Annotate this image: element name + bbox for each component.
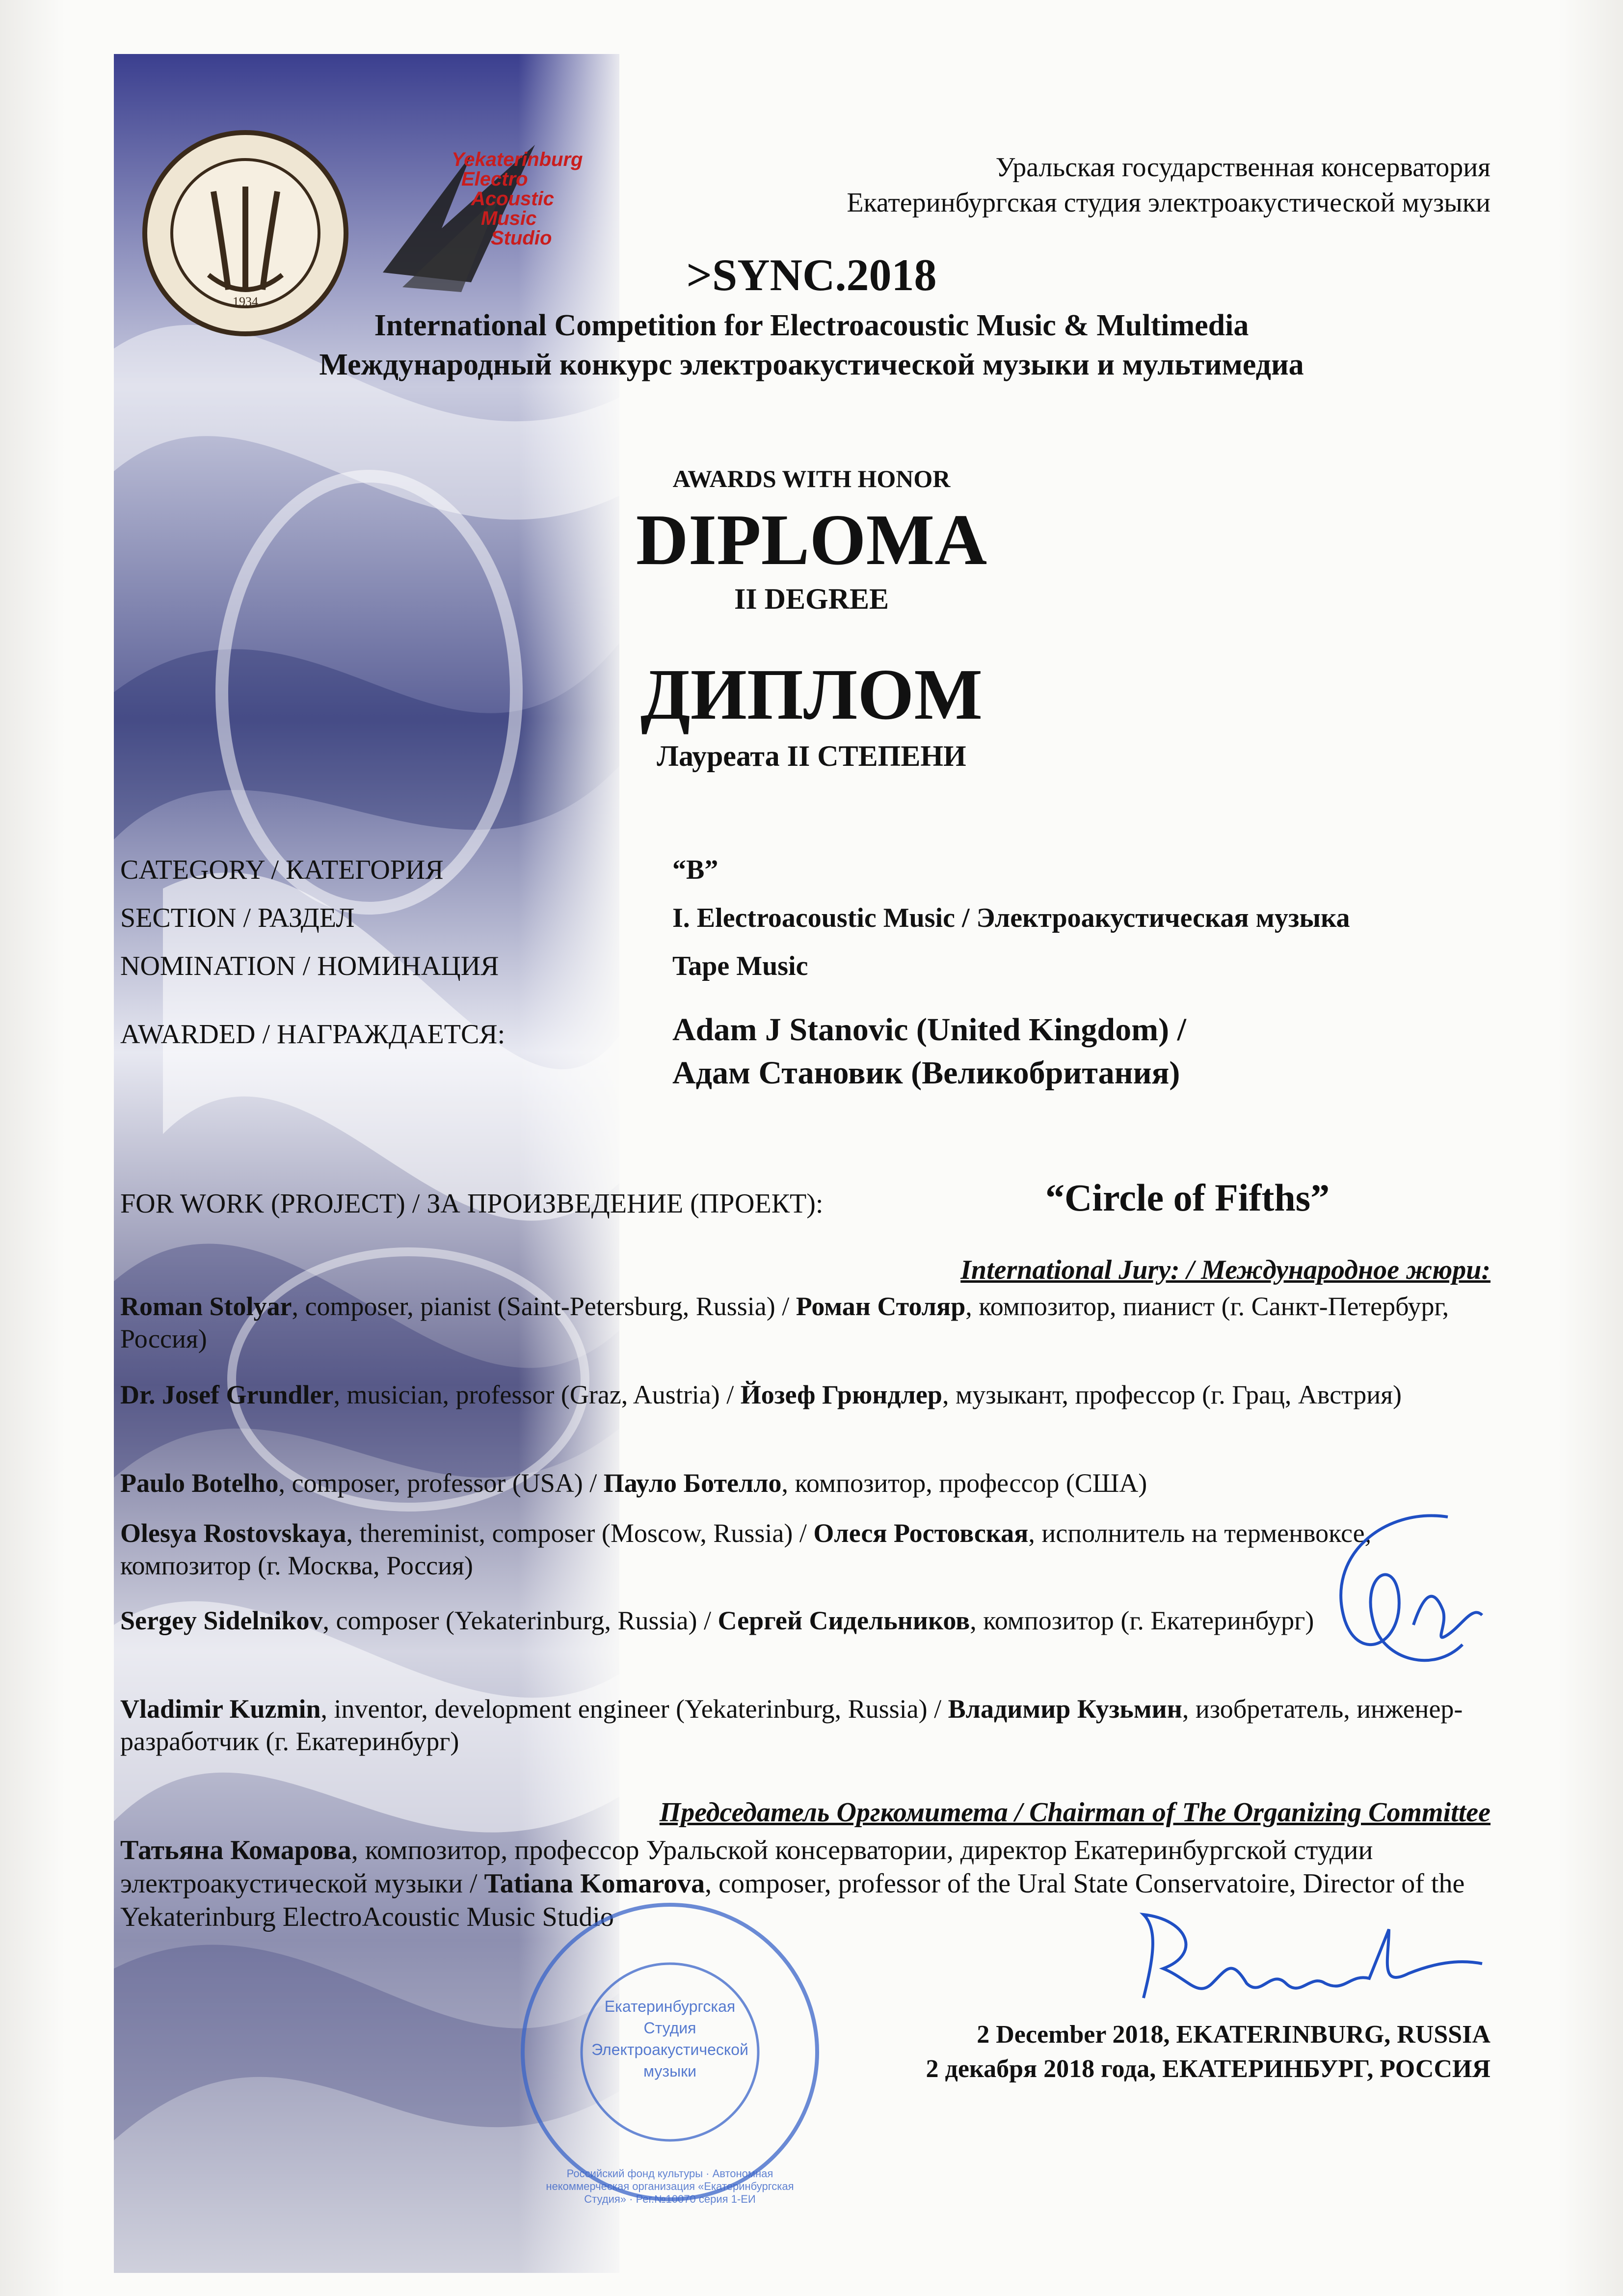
field-category-label: CATEGORY / КАТЕГОРИЯ bbox=[120, 855, 444, 885]
studio-logo-line-1: Yekaterinburg bbox=[452, 149, 583, 170]
date-ru: 2 декабря 2018 года, ЕКАТЕРИНБУРГ, РОССИЯ bbox=[926, 2055, 1490, 2083]
studio-logo-line-4: Music bbox=[481, 208, 537, 229]
diploma-degree-en: II DEGREE bbox=[734, 583, 889, 615]
jury-name-ru: Йозеф Грюндлер bbox=[740, 1380, 942, 1409]
institution-line-2: Екатеринбургская студия электроакустической музыки bbox=[847, 188, 1490, 218]
jury-desc-ru: , изобретатель, инженер-разработчик (г. Екатеринбург) bbox=[120, 1694, 1463, 1756]
chairman-name-en: Tatiana Komarova bbox=[484, 1868, 705, 1899]
work-label: FOR WORK (PROJECT) / ЗА ПРОИЗВЕДЕНИЕ (ПРОЕКТ): bbox=[120, 1189, 824, 1219]
jury-member bbox=[120, 1604, 1332, 1637]
jury-desc-en: , composer, pianist (Saint-Petersburg, Russia) / bbox=[292, 1292, 796, 1321]
jury-name-ru: Роман Столяр bbox=[796, 1292, 966, 1321]
studio-logo-line-3: Acoustic bbox=[471, 188, 554, 210]
jury-desc-en: , thereminist, composer (Moscow, Russia) / bbox=[346, 1518, 814, 1548]
jury-member bbox=[120, 1467, 1494, 1499]
awarded-name-ru: Адам Становик (Великобритания) bbox=[672, 1055, 1180, 1091]
institution-header bbox=[847, 150, 1490, 220]
chairman-name-ru: Татьяна Комарова bbox=[120, 1835, 351, 1865]
jury-name-ru: Владимир Кузьмин bbox=[948, 1694, 1182, 1724]
chairman-desc-en: , composer, professor of the Ural State Conservatoire, Director of the Yekaterinburg ElectroAcoustic Music Studio bbox=[120, 1868, 1465, 1932]
jury-member bbox=[120, 1378, 1494, 1411]
awarded-name-en: Adam J Stanovic (United Kingdom) / bbox=[672, 1012, 1186, 1048]
field-section-value: I. Electroacoustic Music / Электроакустическая музыка bbox=[672, 903, 1350, 933]
jury-name-en: Sergey Sidelnikov bbox=[120, 1606, 323, 1635]
competition-title-ru: Международный конкурс электроакустической музыки и мультимедиа bbox=[319, 348, 1304, 381]
stamp-ring-text: Российский фонд культуры · Автономная некоммерческая организация «Екатеринбургская Студия» · Рег.№10070 серия 1-ЕИ bbox=[546, 2167, 794, 2205]
jury-desc-ru: , исполнитель на терменвоксе, композитор (г. Москва, Россия) bbox=[120, 1518, 1372, 1580]
official-stamp bbox=[513, 1895, 827, 2209]
studio-logo-line-2: Electro bbox=[461, 168, 528, 190]
jury-desc-en: , composer (Yekaterinburg, Russia) / bbox=[322, 1606, 718, 1635]
jury-desc-en: , musician, professor (Graz, Austria) / bbox=[333, 1380, 741, 1409]
studio-logo-line-5: Studio bbox=[491, 227, 552, 249]
jury-member bbox=[120, 1290, 1494, 1355]
jury-name-ru: Пауло Ботелло bbox=[603, 1468, 782, 1498]
date-en: 2 December 2018, EKATERINBURG, RUSSIA bbox=[977, 2021, 1490, 2049]
field-nomination-label: NOMINATION / НОМИНАЦИЯ bbox=[120, 951, 499, 981]
jury-desc-ru: , музыкант, профессор (г. Грац, Австрия) bbox=[942, 1380, 1402, 1409]
stamp-center-line-2: Студия bbox=[643, 2019, 696, 2037]
jury-name-en: Dr. Josef Grundler bbox=[120, 1380, 334, 1409]
work-title: “Circle of Fifths” bbox=[1045, 1176, 1330, 1219]
jury-heading: International Jury: / Международное жюри: bbox=[960, 1255, 1490, 1285]
jury-desc-ru: , композитор (г. Екатеринбург) bbox=[970, 1606, 1314, 1635]
jury-name-en: Roman Stolyar bbox=[120, 1292, 292, 1321]
jury-desc-en: , composer, professor (USA) / bbox=[278, 1468, 604, 1498]
jury-signature bbox=[1286, 1497, 1492, 1706]
jury-name-en: Paulo Botelho bbox=[120, 1468, 279, 1498]
stamp-center-line-3: Электроакустической bbox=[591, 2041, 748, 2058]
field-nomination-value: Tape Music bbox=[672, 951, 808, 981]
competition-title-en: International Competition for Electroacoustic Music & Multimedia bbox=[374, 309, 1249, 342]
jury-name-en: Olesya Rostovskaya bbox=[120, 1518, 346, 1548]
jury-name-ru: Сергей Сидельников bbox=[718, 1606, 970, 1635]
seal-year: 1934 bbox=[233, 295, 258, 309]
field-category-value: “B” bbox=[672, 855, 718, 885]
jury-name-ru: Олеся Ростовская bbox=[813, 1518, 1029, 1548]
stamp-center-line-1: Екатеринбургская bbox=[604, 1998, 736, 2015]
diploma-title-en: DIPLOMA bbox=[636, 500, 987, 580]
chairman-desc-ru: , композитор, профессор Уральской консерватории, директор Екатеринбургской студии электроакустической музыки / bbox=[120, 1835, 1373, 1899]
jury-desc-ru: , композитор, пианист (г. Санкт-Петербург, Россия) bbox=[120, 1292, 1449, 1353]
institution-line-1: Уральская государственная консерватория bbox=[995, 152, 1490, 183]
competition-name: >SYNC.2018 bbox=[686, 250, 937, 300]
field-section-label: SECTION / РАЗДЕЛ bbox=[120, 903, 355, 933]
chairman-heading: Председатель Оргкомитета / Chairman of The Organizing Committee bbox=[659, 1797, 1490, 1828]
stamp-center-line-4: музыки bbox=[643, 2062, 696, 2080]
awarded-label: AWARDED / НАГРАЖДАЕТСЯ: bbox=[120, 1019, 506, 1050]
jury-name-en: Vladimir Kuzmin bbox=[120, 1694, 321, 1724]
jury-desc-ru: , композитор, профессор (США) bbox=[781, 1468, 1147, 1498]
chairman-signature bbox=[1114, 1900, 1487, 2020]
diploma-title-ru: ДИПЛОМ bbox=[640, 654, 983, 735]
diploma-degree-ru: Лауреата II СТЕПЕНИ bbox=[657, 740, 966, 772]
award-honor: AWARDS WITH HONOR bbox=[672, 465, 951, 492]
jury-desc-en: , inventor, development engineer (Yekaterinburg, Russia) / bbox=[320, 1694, 948, 1724]
